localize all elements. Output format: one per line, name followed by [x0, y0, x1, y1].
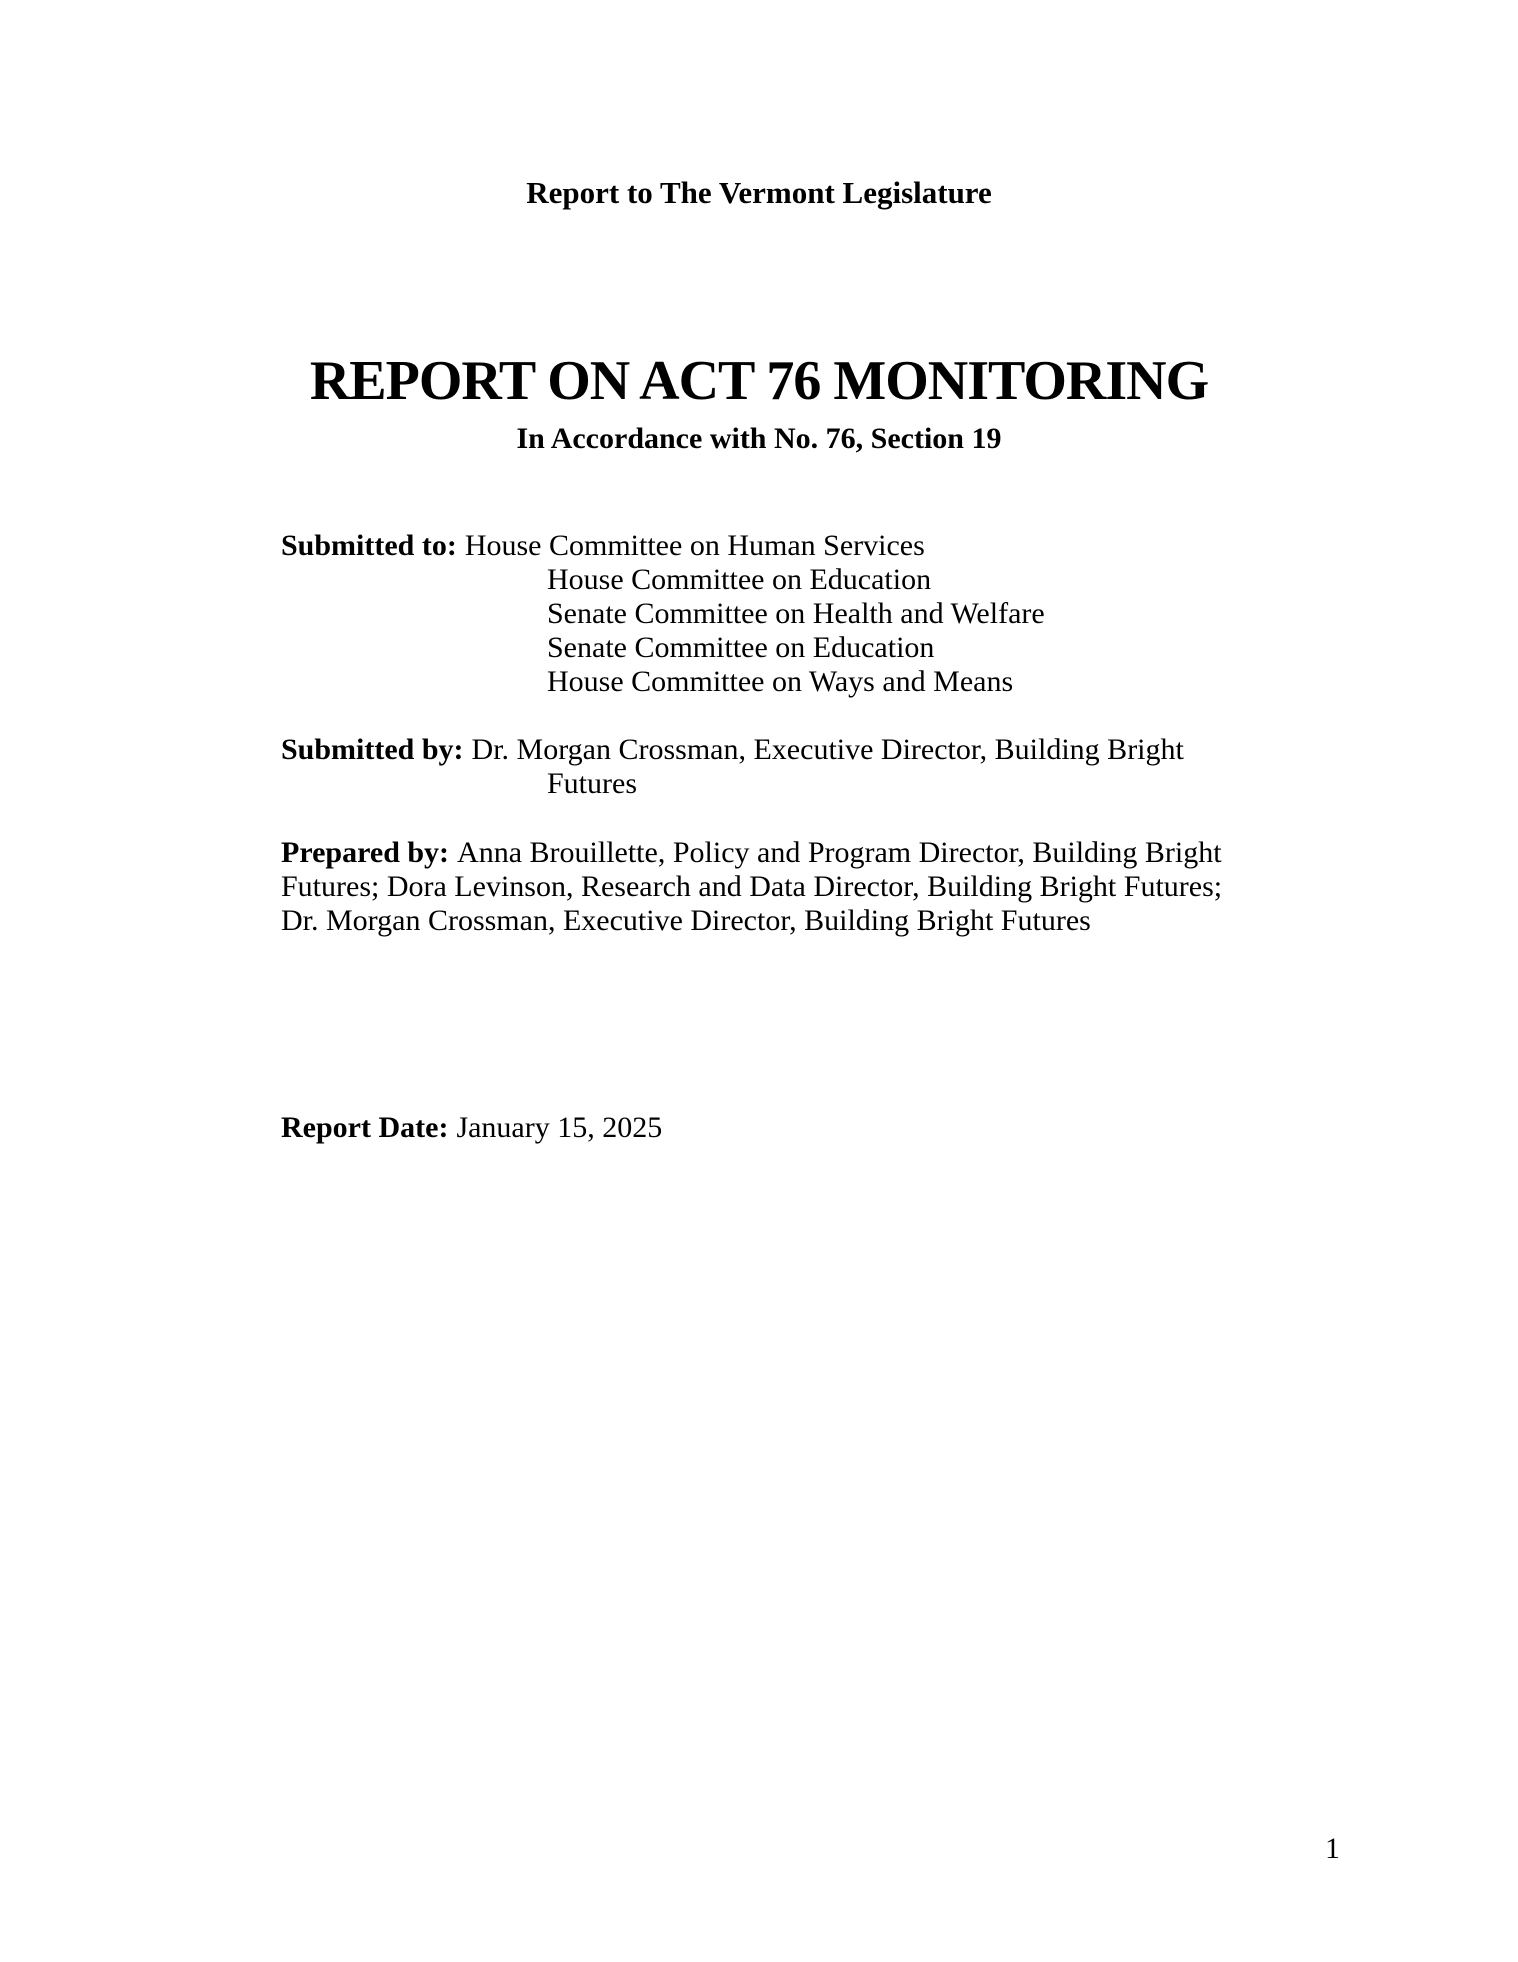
submitted-by-line	[281, 733, 1291, 767]
report-date-section	[281, 1111, 1291, 1145]
report-date-line	[281, 1111, 1291, 1145]
prepared-by-names: Anna Brouillette, Policy and Program Director, Building Bright	[457, 836, 1222, 869]
page-number: 1	[1325, 1832, 1340, 1865]
submitted-by-continuation: Futures	[547, 767, 637, 800]
prepared-by-label: Prepared by:	[281, 836, 450, 869]
report-date-value: January 15, 2025	[456, 1111, 663, 1144]
report-subtitle: In Accordance with No. 76, Section 19	[516, 422, 1002, 455]
submitted-by-label: Submitted by:	[281, 733, 464, 766]
submitted-to-recipient: House Committee on Education	[547, 563, 932, 596]
submitted-to-recipient: Senate Committee on Education	[547, 631, 935, 664]
prepared-by-continuation: Dr. Morgan Crossman, Executive Director, Building Bright Futures	[281, 904, 1091, 937]
prepared-by-section	[281, 836, 1291, 938]
prepared-by-continuation: Futures; Dora Levinson, Research and Data Director, Building Bright Futures;	[281, 870, 1223, 903]
report-date-label: Report Date:	[281, 1111, 449, 1144]
submitted-by-section	[281, 733, 1291, 801]
submitted-to-line	[281, 529, 1291, 563]
submitted-to-recipient: House Committee on Human Services	[464, 529, 925, 562]
submitted-to-label: Submitted to:	[281, 529, 457, 562]
report-header: Report to The Vermont Legislature	[526, 175, 992, 210]
prepared-by-line	[281, 836, 1291, 870]
submitted-to-recipient: House Committee on Ways and Means	[547, 665, 1014, 698]
submitted-to-recipient: Senate Committee on Health and Welfare	[547, 597, 1045, 630]
submitted-by-name: Dr. Morgan Crossman, Executive Director, Building Bright	[471, 733, 1184, 766]
report-title: REPORT ON ACT 76 MONITORING	[309, 350, 1209, 412]
submitted-to-section	[281, 529, 1291, 699]
